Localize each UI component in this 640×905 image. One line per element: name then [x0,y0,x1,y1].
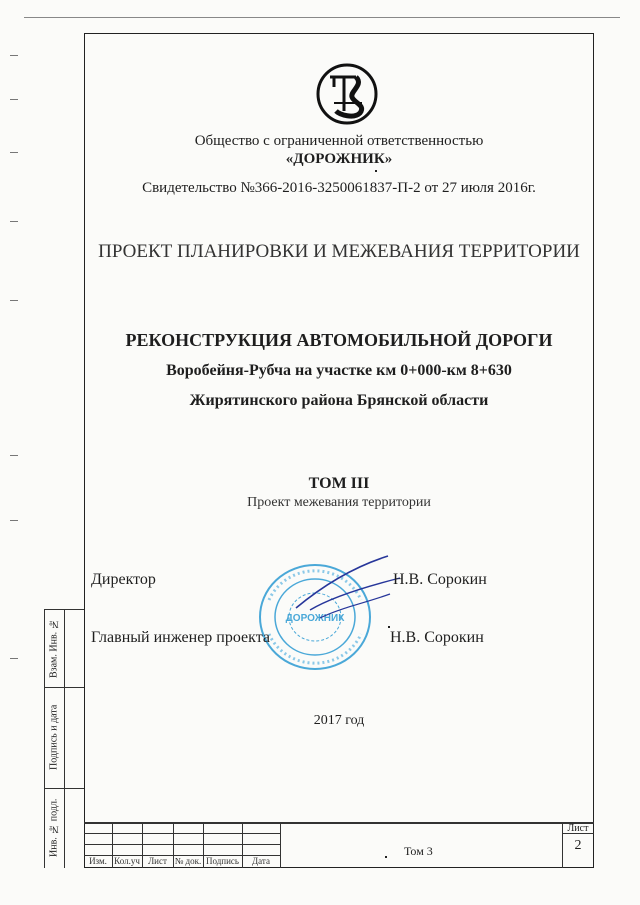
margin-mark [10,99,18,100]
dot-mark [388,626,390,628]
col-podpis: Подпись [205,856,240,866]
margin-mark [10,152,18,153]
margin-mark [10,221,18,222]
company-logo [316,63,378,125]
top-edge-line [24,17,620,18]
chief-engineer-label: Главный инженер проекта [91,629,271,646]
margin-mark [10,55,18,56]
margin-mark [10,300,18,301]
margin-mark [10,658,18,659]
organization-type: Общество с ограниченной ответственностью [194,133,484,149]
director-label: Директор [91,571,156,588]
dot-mark [375,170,377,172]
vzam-inv-label: Взам. Инв. № [48,618,60,678]
title-block [84,822,594,868]
chief-engineer-name: Н.В. Сорокин [390,629,484,646]
company-name: «ДОРОЖНИК» [285,151,393,167]
col-izm: Изм. [89,856,107,866]
col-doc-num: № док. [174,856,202,866]
handwritten-signature [290,548,410,623]
sheet-number: 2 [574,838,582,853]
volume-subtitle: Проект межевания территории [247,495,431,510]
inv-podl-label: Инв. № подл. [48,798,60,858]
certificate-line: Свидетельство №366-2016-3250061837-П-2 от 27 июля 2016г. [142,180,536,196]
volume-title: ТОМ III [308,475,370,492]
year: 2017 год [313,713,365,728]
margin-mark [10,520,18,521]
col-kol-uch: Кол.уч [114,856,140,866]
project-type: ПРОЕКТ ПЛАНИРОВКИ И МЕЖЕВАНИЯ ТЕРРИТОРИИ [98,241,580,262]
title-line-3: Жирятинского района Брянской области [189,392,489,409]
title-line-2: Воробейня-Рубча на участке км 0+000-км 8+630 [166,362,512,379]
tb-line [84,833,280,834]
tb-line [84,844,280,845]
tom-label: Том 3 [404,844,433,858]
dot-mark [385,856,387,858]
col-data: Дата [252,856,270,866]
sheet-label: Лист [567,823,589,834]
col-list: Лист [148,856,167,866]
tb-line [280,822,281,868]
title-line-1: РЕКОНСТРУКЦИЯ АВТОМОБИЛЬНОЙ ДОРОГИ [125,330,553,350]
margin-mark [10,455,18,456]
side-col-line [64,609,65,868]
stamp-text: ДОРОЖНИК [285,613,345,624]
director-name: Н.В. Сорокин [393,571,487,588]
tb-line [84,822,594,824]
podpis-data-label: Подпись и дата [48,704,60,771]
